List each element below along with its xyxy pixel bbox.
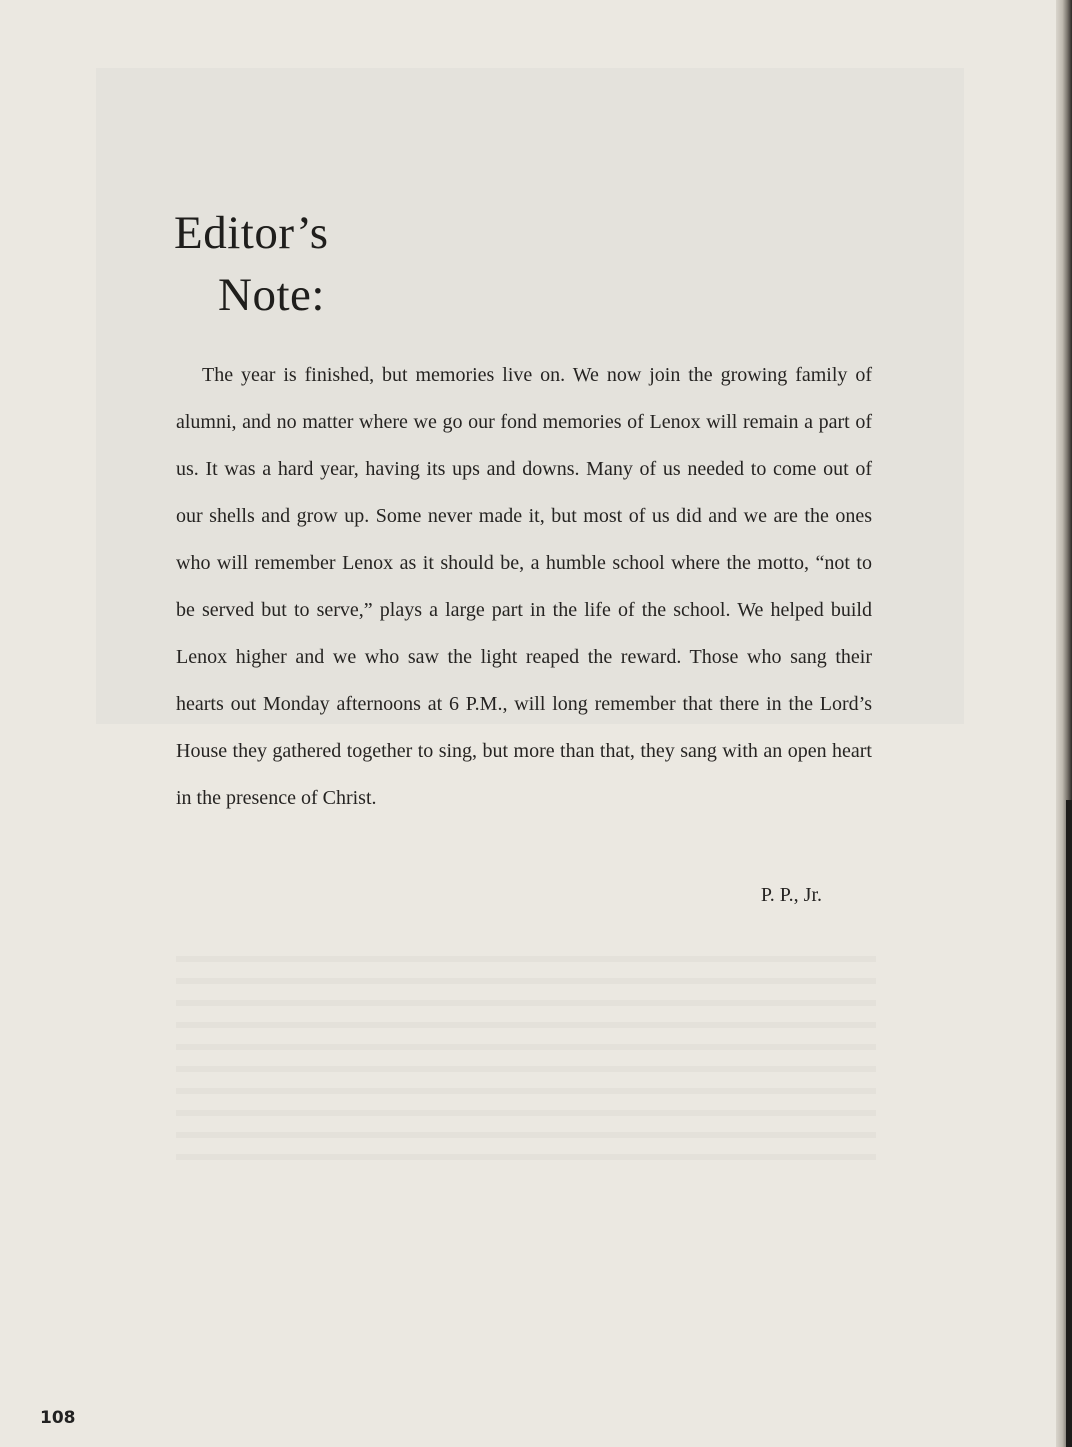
binding-shadow bbox=[1066, 800, 1072, 1447]
page-number: 108 bbox=[40, 1408, 76, 1428]
title-line-2: Note: bbox=[218, 269, 325, 321]
show-through-text bbox=[176, 940, 876, 1170]
body-paragraph: The year is finished, but memories live on. We now join the growing family of alumni, and no matter where we go our fond memories of Lenox will remain a part of us. It was a hard year, having its ups and downs. Many of us needed to come out of our shells and grow up. Some never made it, but most of us did and we are the ones who will remember Lenox as it should be, a humble school where the motto, “not to be served but to serve,” plays a large part in the life of the school. We helped build Lenox higher and we who saw the light reaped the reward. Those who sang their hearts out Monday afternoons at 6 P.M., will long remember that there in the Lord’s House they gathered together to sing, but more than that, they sang with an open heart in the presence of Christ. bbox=[176, 364, 872, 809]
signature: P. P., Jr. bbox=[760, 884, 822, 906]
title-line-1: Editor’s bbox=[174, 207, 329, 259]
